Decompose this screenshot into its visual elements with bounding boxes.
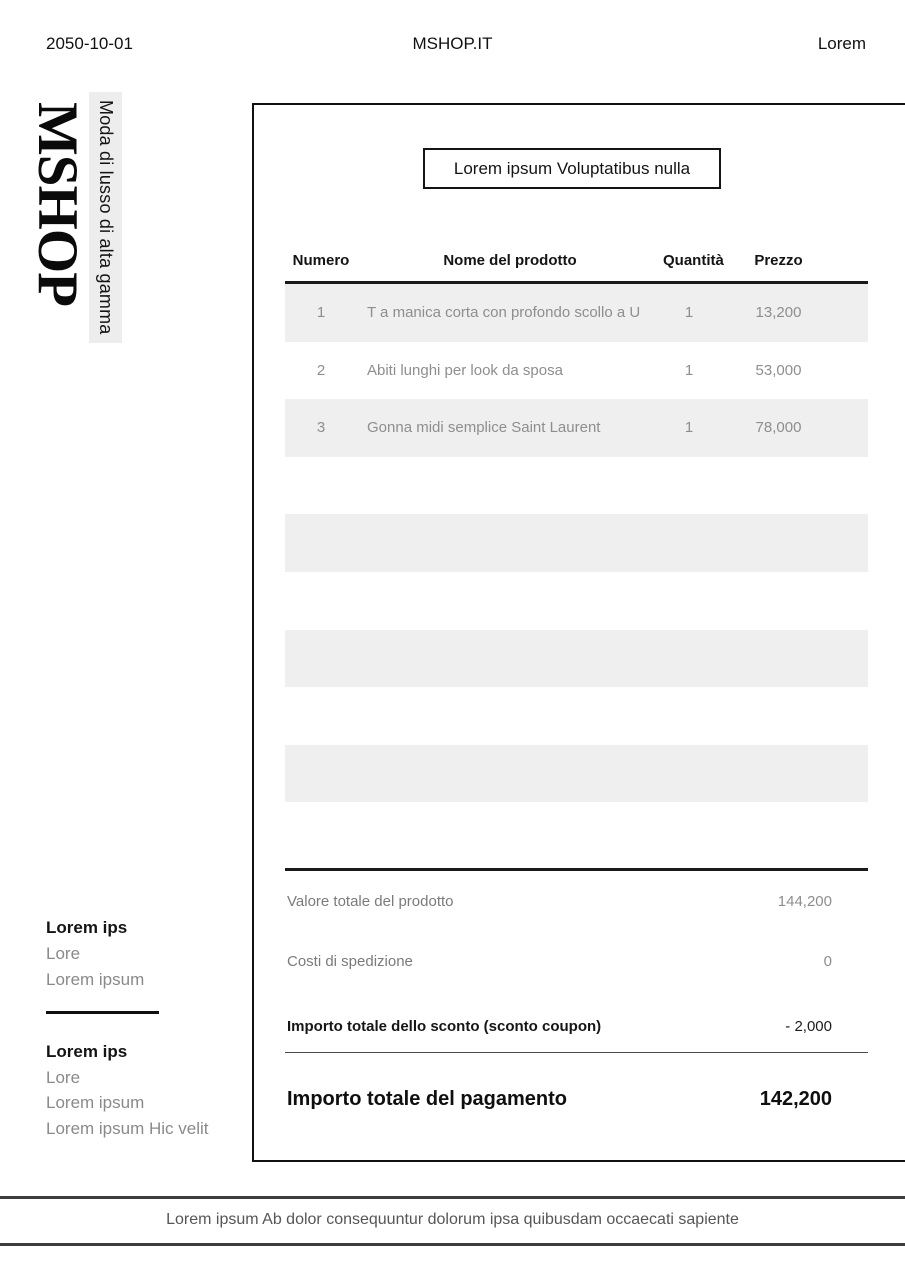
table-body bbox=[285, 284, 868, 802]
column-header-nome: Nome del prodotto bbox=[443, 251, 577, 269]
aside-block1-line: Lore bbox=[46, 944, 81, 963]
cell-quantita: 1 bbox=[684, 361, 694, 379]
table-row-empty bbox=[285, 572, 868, 630]
cell-nome: Abiti lunghi per look da sposa bbox=[367, 361, 563, 379]
cell-quantita: 1 bbox=[684, 304, 694, 322]
table-row bbox=[285, 399, 868, 457]
aside-block2-line: Lorem ipsum Hic velit bbox=[46, 1119, 209, 1138]
aside-block2-line: Lorem ipsum bbox=[46, 1093, 145, 1112]
cell-nome: T a manica corta con profondo scollo a U bbox=[367, 304, 641, 322]
aside-block1-line: Lorem ipsum bbox=[46, 970, 145, 989]
print-header-date: 2050-10-01 bbox=[46, 34, 133, 53]
order-sheet bbox=[252, 103, 905, 1162]
summary-label: Importo totale dello sconto (sconto coupon) bbox=[287, 1017, 602, 1035]
table-header-row bbox=[285, 239, 868, 284]
summary-value: 144,200 bbox=[777, 892, 832, 910]
cell-prezzo: 78,000 bbox=[755, 419, 802, 437]
table-row bbox=[285, 342, 868, 400]
aside-block2-title: Lorem ips bbox=[46, 1042, 128, 1061]
column-header-quantita: Quantità bbox=[663, 251, 724, 269]
summary-label: Costi di spedizione bbox=[287, 952, 413, 970]
footer-rule-top bbox=[0, 1196, 905, 1199]
cell-prezzo: 53,000 bbox=[755, 361, 802, 379]
footer-rule-bottom bbox=[0, 1243, 905, 1246]
table-row-empty bbox=[285, 514, 868, 572]
table-row-empty bbox=[285, 630, 868, 688]
order-title: Lorem ipsum Voluptatibus nulla bbox=[453, 158, 691, 178]
print-header-title: MSHOP.IT bbox=[412, 34, 493, 53]
total-value: 142,200 bbox=[759, 1087, 832, 1110]
brand-logo: MSHOP bbox=[26, 102, 89, 306]
column-header-prezzo: Prezzo bbox=[754, 251, 803, 269]
footer-note: Lorem ipsum Ab dolor consequuntur dolorum ipsa quibusdam occaecati sapiente bbox=[166, 1211, 739, 1228]
summary-row-subtotal bbox=[285, 889, 868, 913]
total-label: Importo totale del pagamento bbox=[287, 1087, 568, 1110]
print-header-page-label: Lorem bbox=[817, 34, 866, 53]
summary-row-shipping bbox=[285, 949, 868, 973]
cell-numero: 2 bbox=[316, 361, 326, 379]
summary-top-rule bbox=[285, 868, 868, 871]
brand-tagline: Moda di lusso di alta gamma bbox=[89, 92, 122, 343]
cell-prezzo: 13,200 bbox=[755, 304, 802, 322]
total-row bbox=[285, 1081, 868, 1117]
summary-value: - 2,000 bbox=[785, 1017, 832, 1035]
table-row-empty bbox=[285, 687, 868, 745]
aside-block1-title: Lorem ips bbox=[46, 918, 128, 937]
total-divider-rule bbox=[285, 1052, 868, 1053]
cell-quantita: 1 bbox=[684, 419, 694, 437]
summary-row-discount bbox=[285, 1014, 868, 1038]
cell-numero: 1 bbox=[316, 304, 326, 322]
order-title-box bbox=[423, 148, 721, 189]
aside-block2-line: Lore bbox=[46, 1068, 81, 1087]
cell-numero: 3 bbox=[316, 419, 326, 437]
column-header-numero: Numero bbox=[292, 251, 350, 269]
cell-nome: Gonna midi semplice Saint Laurent bbox=[367, 419, 601, 437]
table-row-empty bbox=[285, 745, 868, 803]
aside-divider bbox=[46, 1011, 159, 1014]
summary-label: Valore totale del prodotto bbox=[287, 892, 454, 910]
table-row bbox=[285, 284, 868, 342]
summary-value: 0 bbox=[823, 952, 832, 970]
table-row-empty bbox=[285, 457, 868, 515]
